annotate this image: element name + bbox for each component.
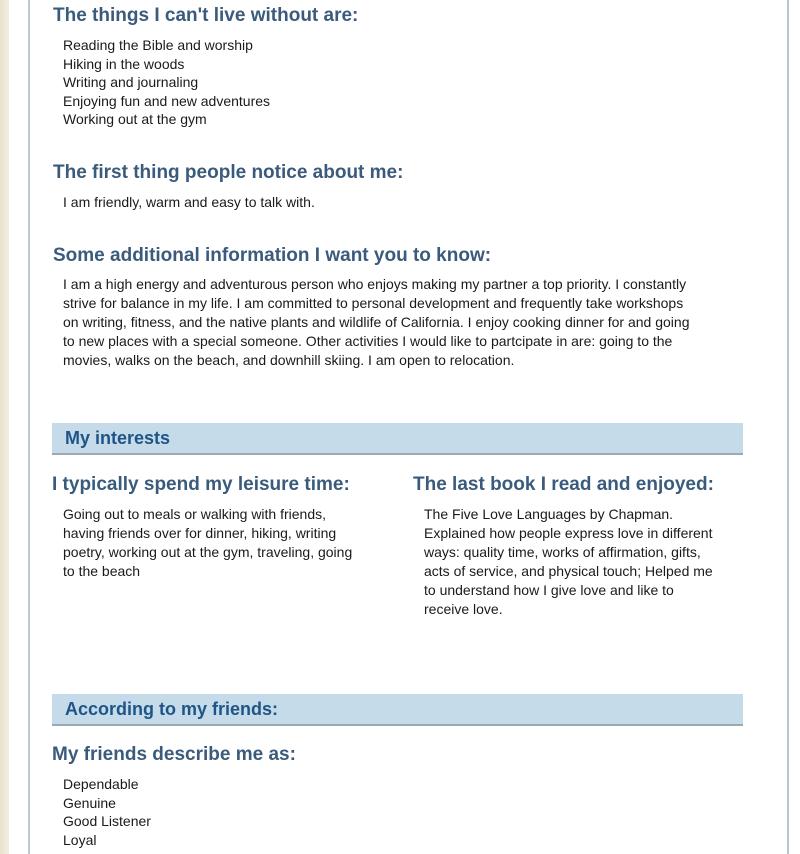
cant-live-without-heading: The things I can't live without are: <box>53 5 359 26</box>
list-item: Working out at the gym <box>63 111 207 127</box>
paragraph-line: Explained how people express love in different <box>424 525 713 541</box>
book-heading: The last book I read and enjoyed: <box>413 474 714 495</box>
list-item: Hiking in the woods <box>63 55 185 72</box>
paragraph-line: ways: quality time, works of affirmation, gifts, <box>424 544 701 560</box>
page-left-gutter <box>0 0 9 854</box>
book-text <box>424 505 713 619</box>
paragraph-line: to new places with a special someone. Other activities I would like to partcipate in are: going to the <box>63 333 673 349</box>
list-item: Genuine <box>63 794 116 811</box>
interests-section-title: My interests <box>65 428 171 448</box>
leisure-text <box>63 505 352 581</box>
interests-section-header <box>52 423 743 455</box>
paragraph-line: to understand how I give love and like to <box>424 582 674 598</box>
paragraph-line: The Five Love Languages by Chapman. <box>424 506 674 522</box>
paragraph-line: I am a high energy and adventurous person who enjoys making my partner a top priority. I constantly <box>63 276 687 292</box>
paragraph-line: Going out to meals or walking with friends, <box>63 506 327 522</box>
list-item: Dependable <box>63 776 139 792</box>
paragraph-line: strive for balance in my life. I am committed to personal development and frequently take workshops <box>63 295 684 311</box>
friends-describe-list <box>63 775 151 849</box>
additional-info-heading: Some additional information I want you to know: <box>53 245 492 266</box>
first-notice-heading: The first thing people notice about me: <box>53 162 404 183</box>
paragraph-line: poetry, working out at the gym, traveling, going <box>63 544 353 560</box>
paragraph-line: receive love. <box>424 601 503 617</box>
first-notice-text: I am friendly, warm and easy to talk with. <box>63 194 315 210</box>
additional-info-text <box>63 275 690 370</box>
friends-describe-heading: My friends describe me as: <box>52 744 296 765</box>
content-right-border <box>787 0 789 854</box>
cant-live-without-list <box>63 36 270 129</box>
list-item: Writing and journaling <box>63 74 199 90</box>
list-item: Enjoying fun and new adventures <box>63 92 271 109</box>
paragraph-line: acts of service, and physical touch; Helped me <box>424 563 713 579</box>
content-left-border <box>28 0 30 854</box>
friends-section-title: According to my friends: <box>65 699 279 719</box>
paragraph-line: having friends over for dinner, hiking, writing <box>63 525 337 541</box>
friends-section-header <box>52 694 743 726</box>
list-item: Loyal <box>63 831 97 848</box>
paragraph-line: on writing, fitness, and the native plants and wildlife of California. I enjoy cooking dinner for and going <box>63 314 690 330</box>
paragraph-line: movies, walks on the beach, and downhill skiing. I am open to relocation. <box>63 352 515 368</box>
paragraph-line: to the beach <box>63 563 141 579</box>
leisure-heading: I typically spend my leisure time: <box>52 474 350 495</box>
list-item: Reading the Bible and worship <box>63 37 253 53</box>
list-item: Good Listener <box>63 813 151 829</box>
